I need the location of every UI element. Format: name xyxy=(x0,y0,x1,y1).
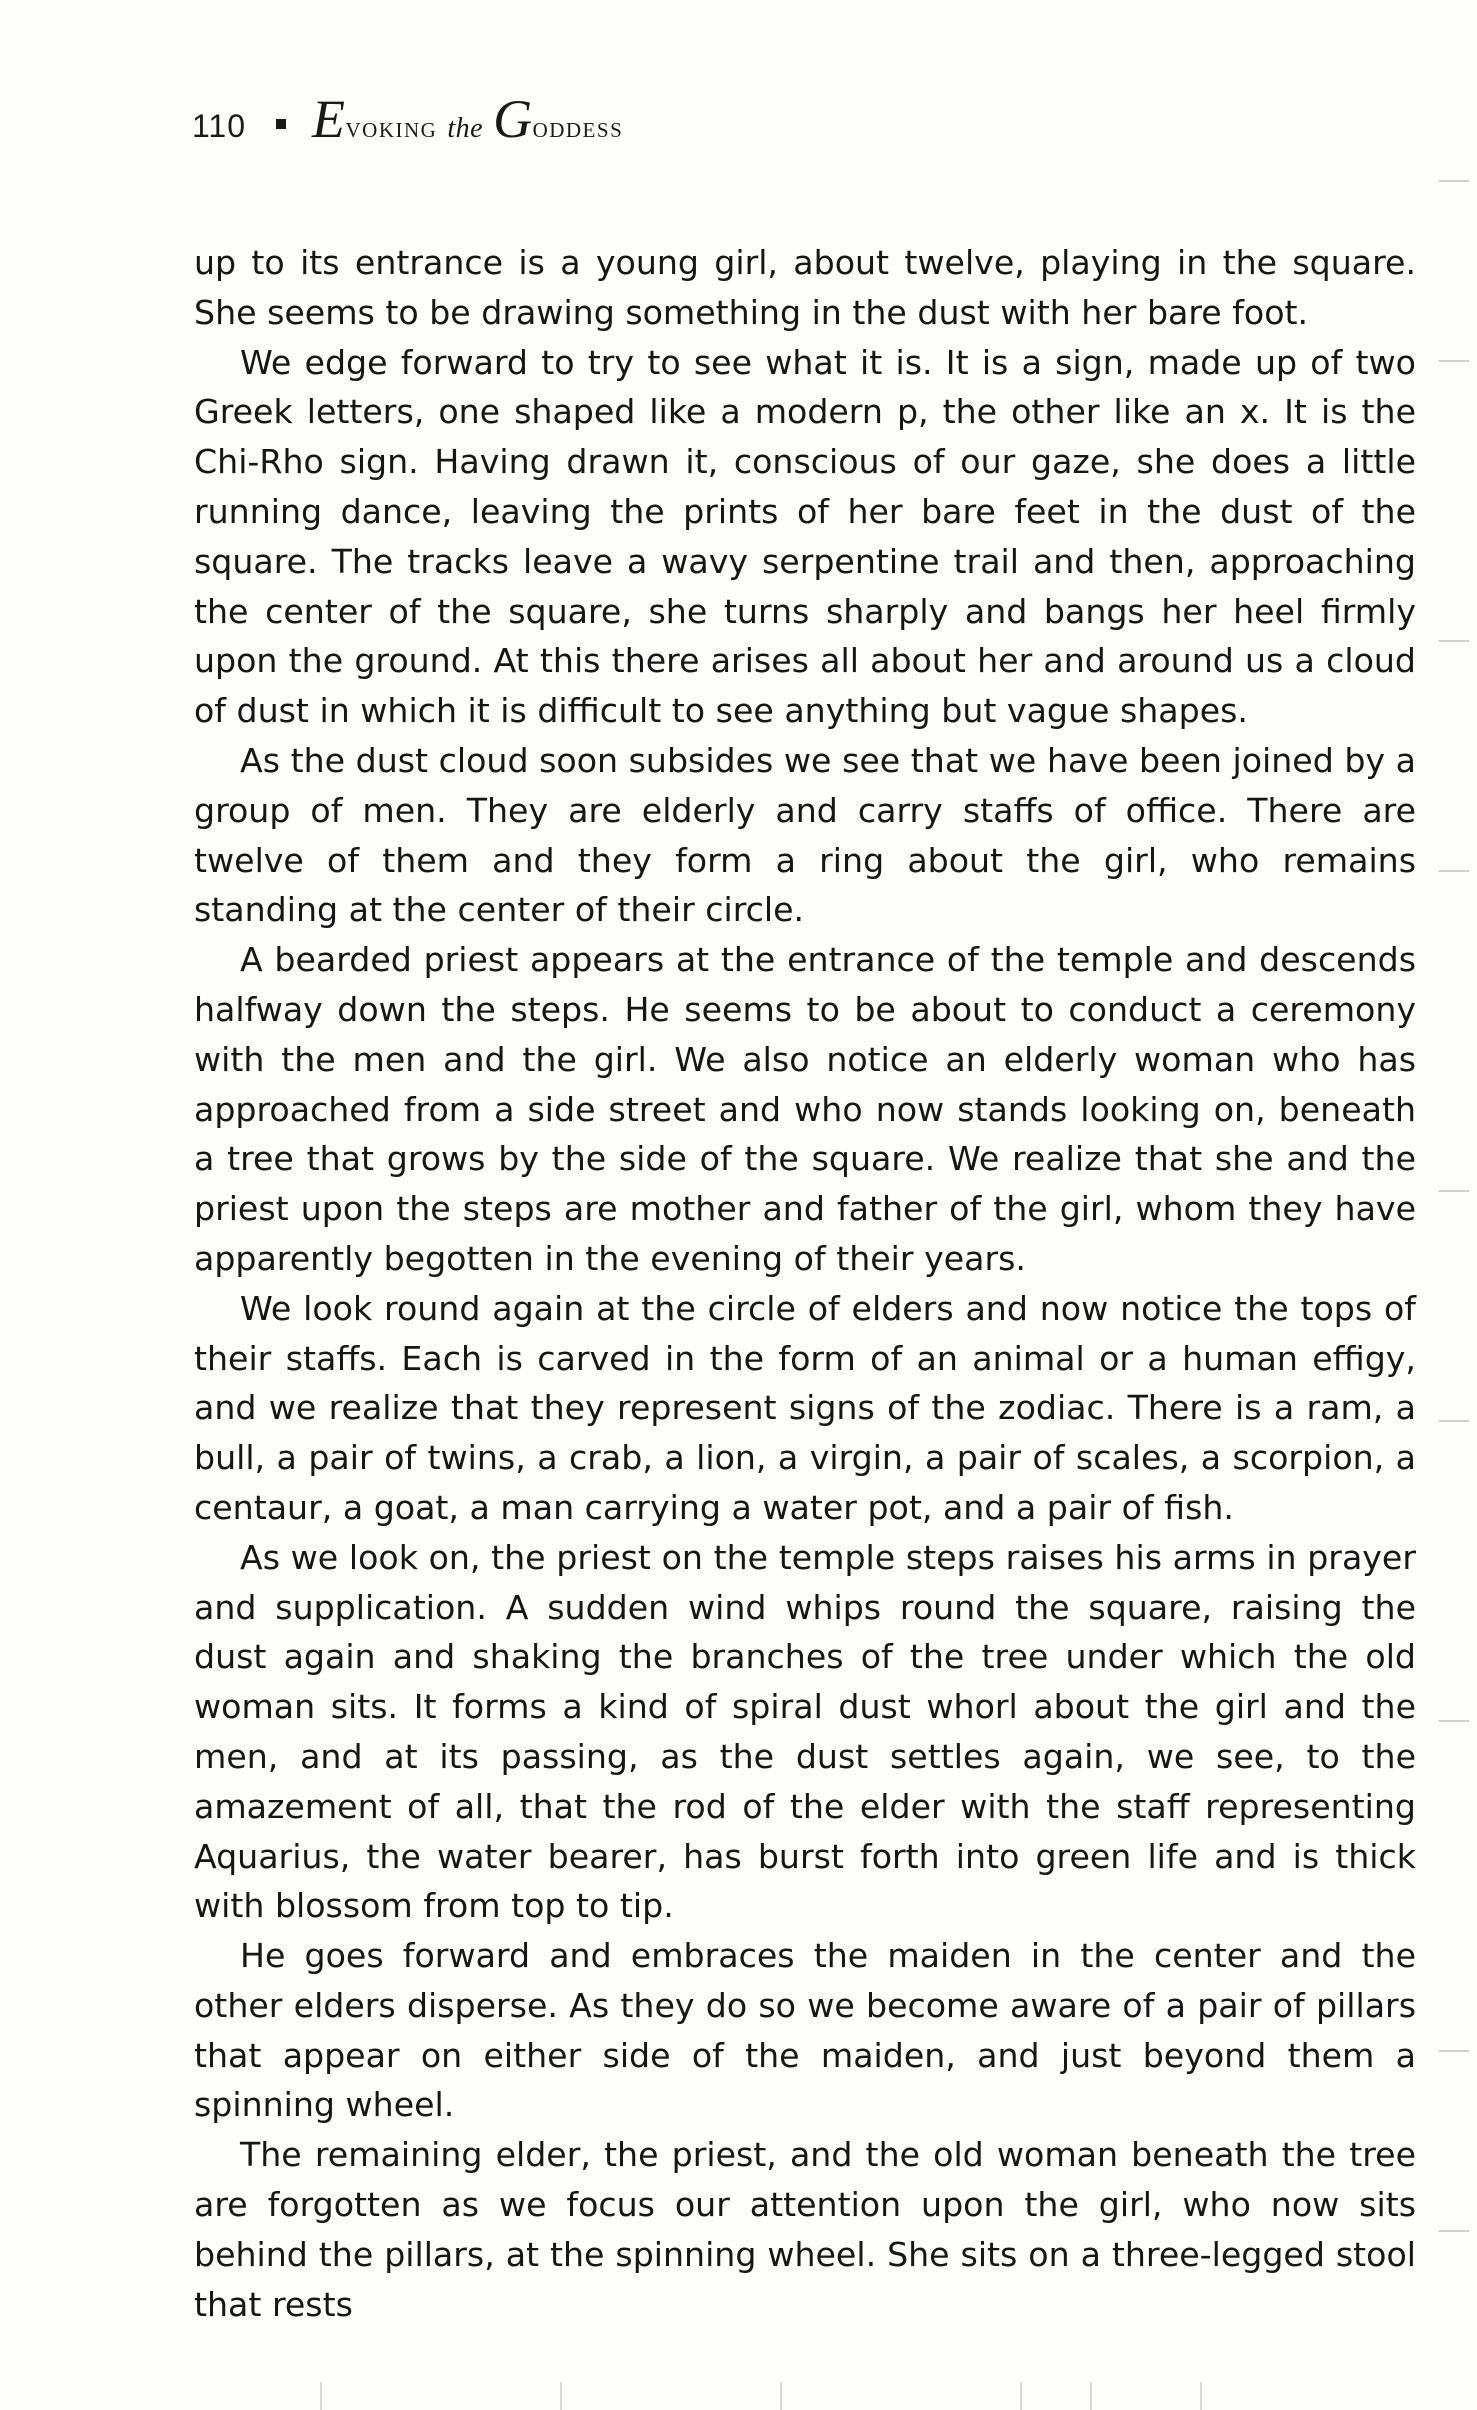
paragraph: A bearded priest appears at the entrance of the temple and descends halfway down the steps. He seems to be about to conduct a ceremony with the men and the girl. We also notice an elderly woman who has approached from a side street and who now stands looking on, beneath a tree that grows by the side of the square. We realize that she and the priest upon the steps are mother and father of the girl, whom they have apparently begotten in the evening of their years. xyxy=(194,940,1416,1278)
bottom-edge-scan-marks xyxy=(0,2350,1477,2410)
paragraph: We edge forward to try to see what it is. It is a sign, made up of two Greek letters, one shaped like a modern p, the other like an x. It is the Chi-Rho sign. Having drawn it, conscious of our gaze, she does a little running dance, leaving the prints of her bare feet in the dust of the square. The tracks leave a wavy serpentine trail and then, approaching the center of the square, she turns sharply and bangs her heel firmly upon the ground. At this there arises all about her and around us a cloud of dust in which it is difficult to see anything but vague shapes. xyxy=(194,342,1416,731)
right-edge-scan-marks xyxy=(1417,0,1477,2410)
title-word-the: the xyxy=(447,113,484,144)
paragraph: up to its entrance is a young girl, about twelve, playing in the square. She seems to be drawing something in the dust with her bare foot. xyxy=(194,243,1416,332)
page-number: 110 xyxy=(192,108,247,144)
paragraph: We look round again at the circle of elders and now notice the tops of their staffs. Each is carved in the form of an animal or a human effigy, and we realize that they represent signs of the zodiac. There is a ram, a bull, a pair of twins, a crab, a lion, a virgin, a pair of scales, a scorpion, a centaur, a goat, a man carrying a water pot, and a pair of fish. xyxy=(194,1288,1416,1527)
paragraph: He goes forward and embraces the maiden in the center and the other elders disperse. As they do so we become aware of a pair of pillars that appear on either side of the maiden, and just beyond them a spinning wheel. xyxy=(194,1936,1416,2125)
title-word-voking: voking xyxy=(345,111,438,144)
title-word-oddess: oddess xyxy=(532,111,624,144)
paragraph: As we look on, the priest on the temple steps raises his arms in prayer and supplication. A sudden wind whips round the square, raising the dust again and shaking the branches of the tree under which the old woman sits. It forms a kind of spiral dust whorl about the girl and the men, and at its passing, as the dust settles again, we see, to the amazement of all, that the rod of the elder with the staff representing Aquarius, the water bearer, has burst forth into green life and is thick with blossom from top to tip. xyxy=(194,1537,1416,1926)
title-initial-g: G xyxy=(493,89,533,149)
paragraph: As the dust cloud soon subsides we see that we have been joined by a group of men. They are elderly and carry staffs of office. There are twelve of them and they form a ring about the girl, who remains standing at the center of their circle. xyxy=(194,740,1416,930)
square-bullet-icon xyxy=(276,119,286,129)
body-text xyxy=(194,238,1416,2329)
title-initial-e: E xyxy=(312,89,346,149)
running-head xyxy=(192,88,623,148)
book-title xyxy=(312,88,623,150)
paragraph: The remaining elder, the priest, and the old woman beneath the tree are forgotten as we focus our attention upon the girl, who now sits behind the pillars, at the spinning wheel. She sits on a three-legged stool that rests xyxy=(194,2135,1416,2324)
